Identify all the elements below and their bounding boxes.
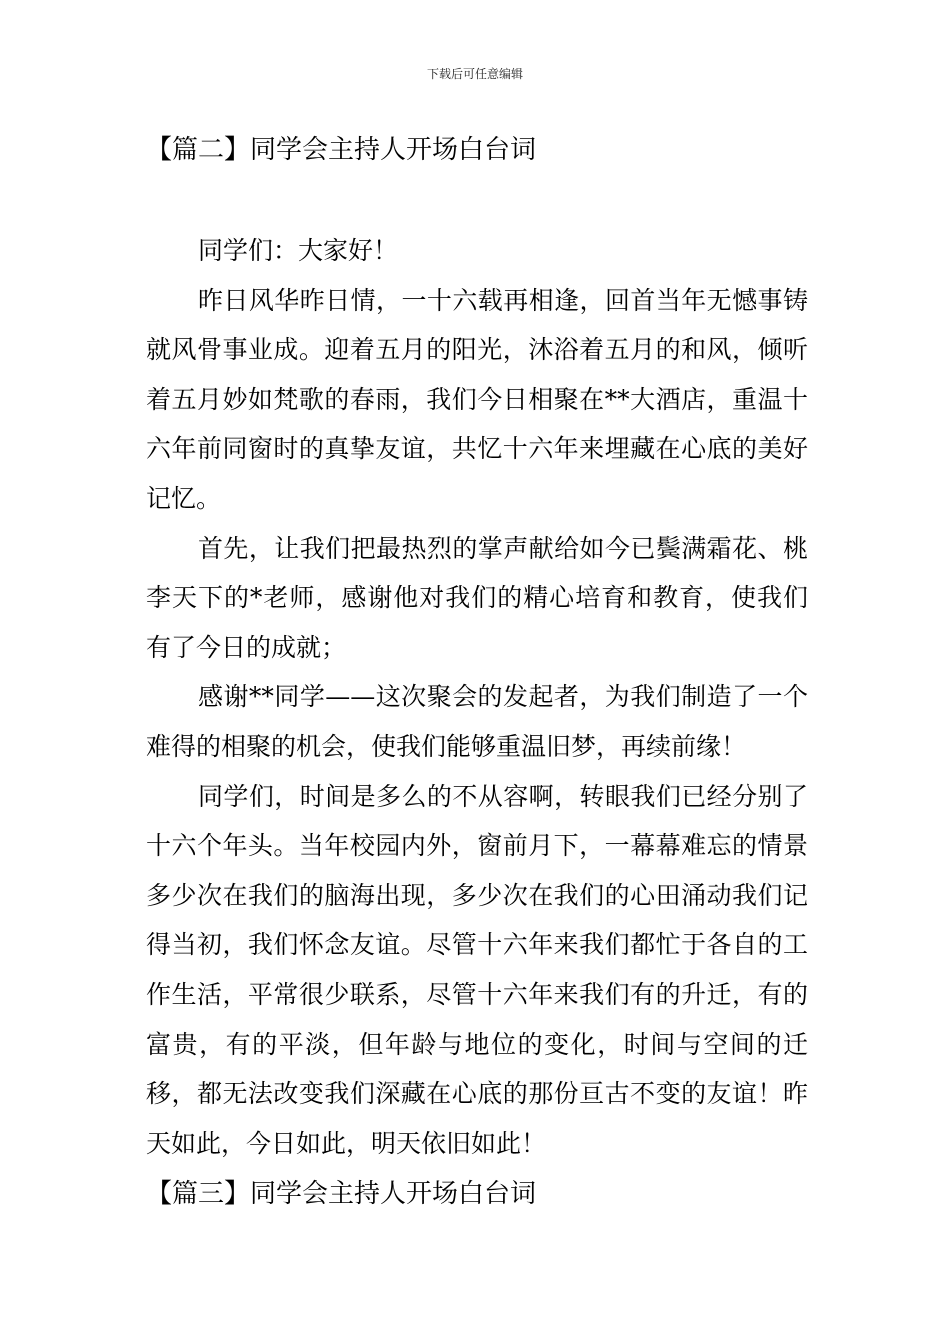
section-title-3: 【篇三】同学会主持人开场白台词	[146, 1179, 537, 1209]
greeting-paragraph: 同学们：大家好！	[198, 236, 399, 265]
body-paragraph: 感谢**同学——这次聚会的发起者，为我们制造了一个难得的相聚的机会，使我们能够重温旧梦，再续前缘！	[146, 682, 808, 761]
body-paragraph: 同学们，时间是多么的不从容啊，转眼我们已经分别了十六个年头。当年校园内外，窗前月下，一幕幕难忘的情景多少次在我们的脑海出现，多少次在我们的心田涌动我们记得当初，我们怀念友谊。尽管十六年来我们都忙于各自的工作生活，平常很少联系，尽管十六年来我们有的升迁，有的富贵，有的平淡，但年龄与地位的变化，时间与空间的迁移，都无法改变我们深藏在心底的那份亘古不变的友谊！昨天如此，今日如此，明天依旧如此！	[146, 781, 808, 1158]
page-header-note: 下载后可任意编辑	[426, 67, 523, 81]
body-paragraph: 首先，让我们把最热烈的掌声献给如今已鬓满霜花、桃李天下的*老师，感谢他对我们的精心培育和教育，使我们有了今日的成就；	[146, 533, 808, 662]
body-paragraph: 昨日风华昨日情，一十六载再相逢，回首当年无憾事铸就风骨事业成。迎着五月的阳光，沐浴着五月的和风，倾听着五月妙如梵歌的春雨，我们今日相聚在**大酒店，重温十六年前同窗时的真挚友谊，共忆十六年来埋藏在心底的美好记忆。	[146, 285, 808, 513]
section-title-2: 【篇二】同学会主持人开场白台词	[146, 135, 537, 165]
section-2-body	[146, 226, 808, 1168]
